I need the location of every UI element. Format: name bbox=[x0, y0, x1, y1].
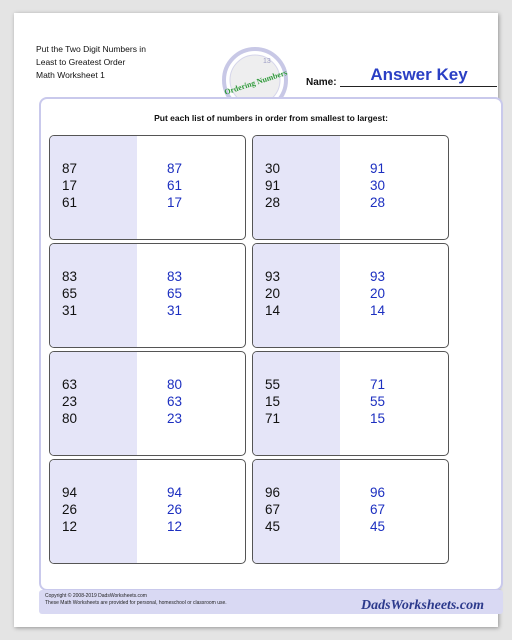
given-number: 61 bbox=[62, 195, 78, 210]
answer-numbers bbox=[167, 268, 182, 319]
name-label: Name: bbox=[306, 77, 337, 88]
given-number: 23 bbox=[62, 394, 78, 409]
given-numbers bbox=[62, 376, 77, 427]
given-number: 45 bbox=[265, 519, 281, 534]
given-number: 96 bbox=[265, 485, 281, 500]
given-numbers bbox=[62, 160, 77, 211]
worksheet-title bbox=[36, 43, 216, 82]
given-number: 91 bbox=[265, 178, 281, 193]
given-numbers bbox=[62, 484, 77, 535]
answer-number: 93 bbox=[370, 269, 386, 284]
answer-number: 28 bbox=[370, 195, 386, 210]
usage-text: These Math Worksheets are provided for personal, homeschool or classroom use. bbox=[45, 600, 227, 606]
answer-numbers bbox=[370, 484, 385, 535]
problem-card bbox=[252, 243, 449, 348]
title-line-1: Put the Two Digit Numbers in bbox=[36, 44, 146, 54]
answer-number: 15 bbox=[370, 411, 386, 426]
given-number: 63 bbox=[62, 377, 78, 392]
answer-number: 94 bbox=[167, 485, 183, 500]
worksheet-page bbox=[14, 13, 498, 627]
given-number: 65 bbox=[62, 286, 78, 301]
answer-numbers bbox=[370, 376, 385, 427]
problem-card bbox=[49, 351, 246, 456]
given-number: 55 bbox=[265, 377, 281, 392]
answer-number: 20 bbox=[370, 286, 386, 301]
given-number: 30 bbox=[265, 161, 281, 176]
problem-card bbox=[252, 135, 449, 240]
problem-card bbox=[252, 459, 449, 564]
given-numbers bbox=[265, 268, 280, 319]
answer-number: 96 bbox=[370, 485, 386, 500]
answer-number: 80 bbox=[167, 377, 183, 392]
given-number: 20 bbox=[265, 286, 281, 301]
given-number: 31 bbox=[62, 303, 78, 318]
answer-number: 55 bbox=[370, 394, 386, 409]
problem-card bbox=[49, 135, 246, 240]
answer-number: 87 bbox=[167, 161, 183, 176]
answer-number: 31 bbox=[167, 303, 183, 318]
logo-text: Ordering Numbers bbox=[223, 67, 289, 97]
answer-number: 45 bbox=[370, 519, 386, 534]
answer-number: 71 bbox=[370, 377, 386, 392]
title-line-2: Least to Greatest Order bbox=[36, 57, 126, 67]
answer-numbers bbox=[167, 160, 182, 211]
given-number: 80 bbox=[62, 411, 78, 426]
given-number: 26 bbox=[62, 502, 78, 517]
given-number: 12 bbox=[62, 519, 78, 534]
answer-number: 91 bbox=[370, 161, 386, 176]
given-number: 67 bbox=[265, 502, 281, 517]
given-number: 94 bbox=[62, 485, 78, 500]
answer-number: 83 bbox=[167, 269, 183, 284]
given-number: 14 bbox=[265, 303, 281, 318]
brand-text: DadsWorksheets.com bbox=[360, 598, 484, 613]
name-line bbox=[340, 86, 497, 87]
answer-number: 12 bbox=[167, 519, 183, 534]
answer-number: 30 bbox=[370, 178, 386, 193]
answer-numbers bbox=[167, 484, 182, 535]
given-number: 15 bbox=[265, 394, 281, 409]
answer-number: 67 bbox=[370, 502, 386, 517]
problem-card bbox=[252, 351, 449, 456]
answer-number: 14 bbox=[370, 303, 386, 318]
given-numbers bbox=[265, 484, 280, 535]
footer-text bbox=[45, 593, 227, 607]
given-number: 28 bbox=[265, 195, 281, 210]
copyright-text: Copyright © 2008-2019 DadsWorksheets.com bbox=[45, 593, 147, 599]
given-numbers bbox=[265, 160, 280, 211]
given-number: 71 bbox=[265, 411, 281, 426]
problem-card bbox=[49, 243, 246, 348]
dadsworksheets-brand-logo bbox=[334, 595, 484, 613]
given-numbers bbox=[265, 376, 280, 427]
answer-key-label: Answer Key bbox=[370, 65, 468, 84]
answer-numbers bbox=[167, 376, 182, 427]
answer-number: 65 bbox=[167, 286, 183, 301]
logo-digit-top: 13 bbox=[263, 58, 271, 65]
title-line-3: Math Worksheet 1 bbox=[36, 70, 105, 80]
given-number: 87 bbox=[62, 161, 78, 176]
problem-card bbox=[49, 459, 246, 564]
answer-number: 17 bbox=[167, 195, 183, 210]
given-number: 93 bbox=[265, 269, 281, 284]
answer-numbers bbox=[370, 160, 385, 211]
given-number: 83 bbox=[62, 269, 78, 284]
answer-number: 63 bbox=[167, 394, 183, 409]
instructions: Put each list of numbers in order from smallest to largest: bbox=[154, 113, 388, 123]
given-numbers bbox=[62, 268, 77, 319]
answer-number: 61 bbox=[167, 178, 183, 193]
answer-numbers bbox=[370, 268, 385, 319]
given-number: 17 bbox=[62, 178, 78, 193]
answer-number: 23 bbox=[167, 411, 183, 426]
answer-number: 26 bbox=[167, 502, 183, 517]
problems-frame bbox=[39, 97, 503, 591]
